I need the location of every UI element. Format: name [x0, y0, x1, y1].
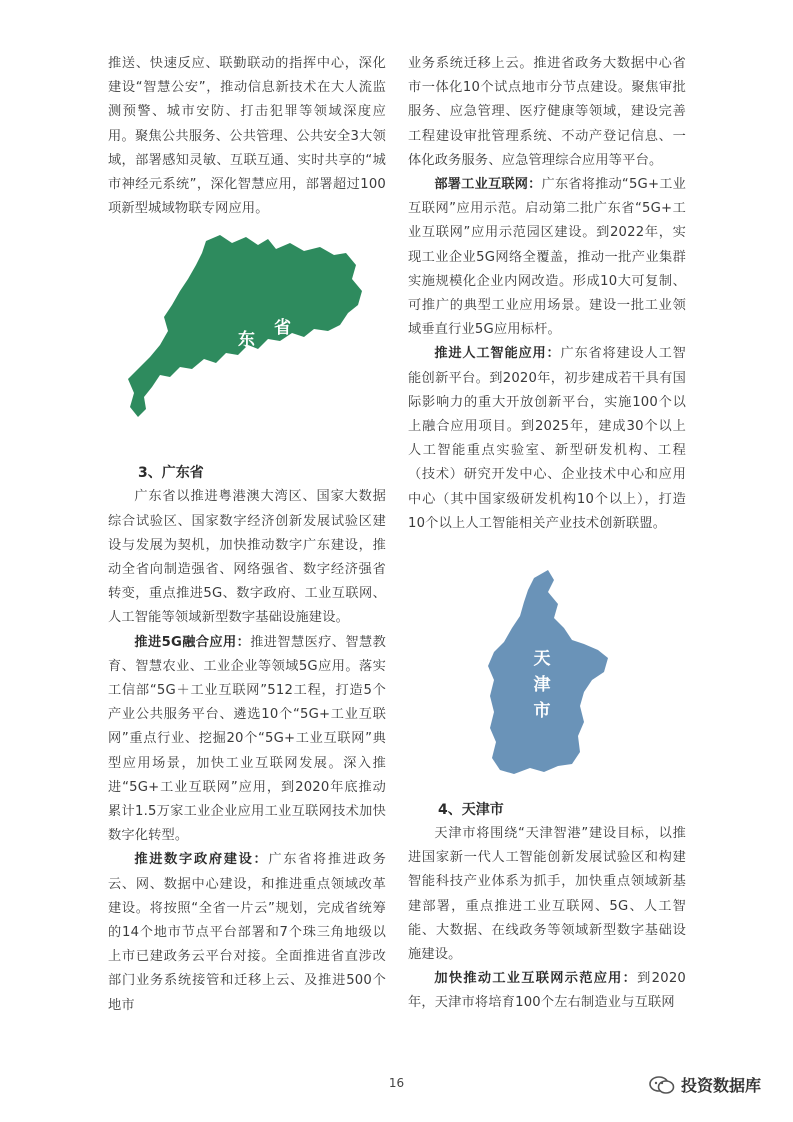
left-paragraph-3 [108, 631, 386, 849]
left-paragraph-4 [108, 848, 386, 1017]
right-paragraph-4: 天津市将围绕“天津智港”建设目标，以推进国家新一代人工智能创新发展试验区和构建智能科技产业体系为抓手，加快重点领域新基建部署，重点推进工业互联网、5G、人工智能、大数据、在线政务等领域新型数字基础设施建设。 [408, 826, 686, 963]
left-paragraph-2: 广东省以推进粤港澳大湾区、国家大数据综合试验区、国家数字经济创新发展试验区建设与发展为契机，加快推动数字广东建设，推动全省向制造强省、网络强省、数字经济强省转变，重点推进5G、数字政府、工业互联网、人工智能等领域新型数字基础设施建设。 [108, 489, 386, 626]
right-paragraph-3 [408, 342, 686, 536]
guangdong-map-label-1: 广 [210, 366, 227, 387]
left-paragraph-3-text: 推进智慧医疗、智慧教育、智慧农业、工业企业等领域5G应用。落实工信部“5G＋工业互联网”512工程，打造5个产业公共服务平台、遴选10个“5G+工业互联网”重点行业、挖掘20个“5G+工业互联网”典型应用场景，加快工业互联网发展。深入推进“5G+工业互联网”应用，到2020年底推动累计1.5万家工业企业应用工业互联网技术加快数字化转型。 [108, 634, 386, 844]
right-paragraph-5-text: 到2020年，天津市将培育100个左右制造业与互联网 [408, 971, 686, 1011]
guangdong-map-label-2: 东 [238, 330, 255, 351]
tianjin-map-label-3: 市 [533, 701, 551, 722]
right-column [408, 52, 686, 1016]
lead-5g: 推进5G融合应用： [134, 634, 251, 650]
page-number: 16 [388, 1076, 405, 1090]
right-paragraph-3-text: 广东省将建设人工智能创新平台。到2020年，初步建成若干具有国际影响力的重大开放创新平台，实施100个以上融合应用项目。到2025年，建成30个以上人工智能重点实验室、新型研发机构、工程（技术）研究开发中心、企业技术中心和应用中心（其中国家级研发机构10个以上），打造10个以上人工智能相关产业技术创新联盟。 [408, 346, 686, 531]
wechat-icon [649, 1075, 675, 1095]
guangdong-map [108, 229, 386, 449]
right-paragraph-2 [408, 173, 686, 342]
watermark-text: 投资数据库 [680, 1076, 761, 1095]
tianjin-map [408, 566, 686, 792]
section-title-tianjin: 4、天津市 [438, 802, 504, 819]
left-paragraph-1: 推送、快速反应、联勤联动的指挥中心，深化建设“智慧公安”，推动信息新技术在大人流监测预警、城市安防、打击犯罪等领域深度应用。聚焦公共服务、公共管理、公共安全3大领域，部署感知灵敏、互联互通、实时共享的“城市神经元系统”，深化智慧应用，部署超过100项新型城域物联专网应用。 [108, 56, 386, 217]
tianjin-map-label-2: 津 [533, 675, 551, 696]
watermark [649, 1073, 761, 1096]
lead-industrial-internet: 部署工业互联网： [434, 177, 542, 193]
left-column [108, 52, 386, 1018]
lead-digital-gov: 推进数字政府建设： [134, 852, 269, 868]
left-paragraph-4-text: 广东省将推进政务云、网、数据中心建设，和推进重点领域改革建设。将按照“全省一片云”规划，完成省统筹的14个地市节点平台部署和7个珠三角地级以上市已建政务云平台对接。全面推进省直涉改部门业务系统接管和迁移上云、及推进500个地市 [108, 852, 386, 1013]
tianjin-map-label-1: 天 [533, 649, 551, 670]
right-paragraph-1: 业务系统迁移上云。推进省政务大数据中心省市一体化10个试点地市分节点建设。聚焦审批服务、应急管理、医疗健康等领域，建设完善工程建设审批管理系统、不动产登记信息、一体化政务服务、应急管理综合应用等平台。 [408, 56, 686, 168]
lead-ai: 推进人工智能应用： [434, 346, 561, 362]
section-title-guangdong: 3、广东省 [138, 465, 204, 482]
lead-industrial-demo: 加快推动工业互联网示范应用： [434, 971, 638, 987]
right-paragraph-5 [408, 967, 686, 1015]
guangdong-map-label-3: 省 [274, 318, 291, 339]
right-paragraph-2-text: 广东省将推动“5G+工业互联网”应用示范。启动第二批广东省“5G+工业互联网”应用示范园区建设。到2022年，实现工业企业5G网络全覆盖，推动一批产业集群实施规模化企业内网改造。形成10大可复制、可推广的典型工业应用场景。建设一批工业领域垂直行业5G应用标杆。 [408, 177, 686, 338]
